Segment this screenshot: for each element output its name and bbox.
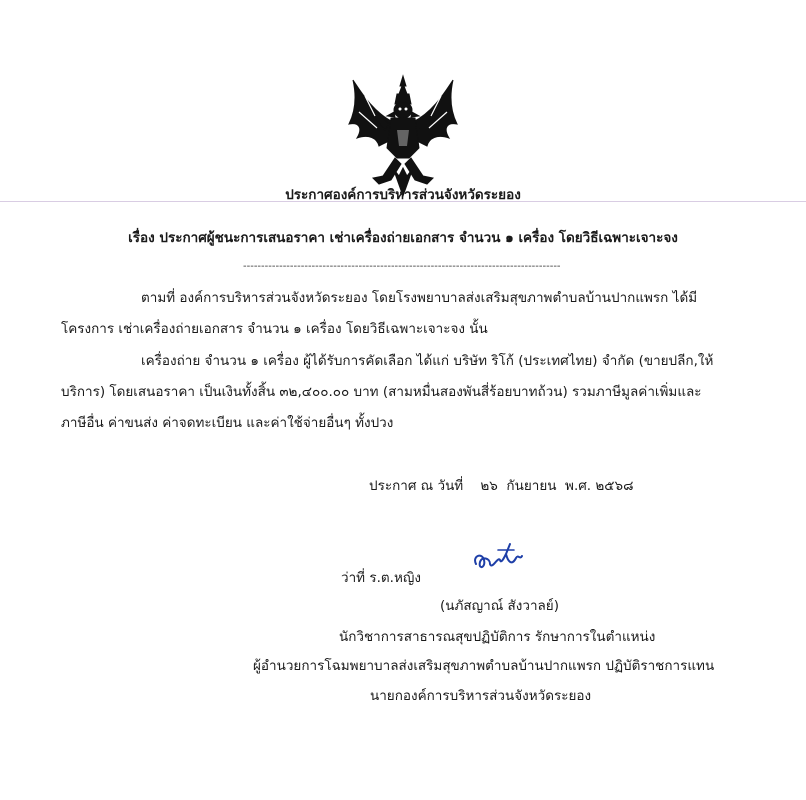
handwritten-signature	[470, 540, 525, 578]
document-title: ประกาศองค์การบริหารส่วนจังหวัดระยอง	[285, 187, 521, 203]
document-subject: เรื่อง ประกาศผู้ชนะการเสนอราคา เช่าเครื่องถ่ายเอกสาร จำนวน ๑ เครื่อง โดยวิธีเฉพาะเจาะจง	[128, 230, 678, 246]
paragraph-1-line-1: ตามที่ องค์การบริหารส่วนจังหวัดระยอง โดยโรงพยาบาลส่งเสริมสุขภาพตำบลบ้านปากแพรก ได้มี	[141, 290, 698, 306]
paragraph-1-line-2: โครงการ เช่าเครื่องถ่ายเอกสาร จำนวน ๑ เครื่อง โดยวิธีเฉพาะเจาะจง นั้น	[61, 321, 488, 337]
garuda-emblem	[343, 72, 463, 200]
paragraph-2-line-3: ภาษีอื่น ค่าขนส่ง ค่าจดทะเบียน และค่าใช้จ่ายอื่นๆ ทั้งปวง	[61, 415, 394, 431]
signer-position-3: นายกองค์การบริหารส่วนจังหวัดระยอง	[370, 688, 592, 704]
paragraph-2-line-2: บริการ) โดยเสนอราคา เป็นเงินทั้งสิ้น ๓๒,๔๐๐.๐๐ บาท (สามหมื่นสองพันสี่ร้อยบาทถ้วน) รวมภาษีมูลค่าเพิ่มและ	[61, 384, 702, 400]
signer-position-1: นักวิชาการสาธารณสุขปฏิบัติการ รักษาการในตำแหน่ง	[339, 629, 656, 645]
announcement-date: ประกาศ ณ วันที่ ๒๖ กันยายน พ.ศ. ๒๕๖๘	[369, 478, 634, 494]
separator-line: ----------------------------------------------------------------------------------------	[243, 262, 561, 272]
signer-position-2: ผู้อำนวยการโฉมพยาบาลส่งเสริมสุขภาพตำบลบ้านปากแพรก ปฏิบัติราชการแทน	[253, 658, 715, 674]
paragraph-2-line-1: เครื่องถ่าย จำนวน ๑ เครื่อง ผู้ได้รับการคัดเลือก ได้แก่ บริษัท ริโก้ (ประเทศไทย) จำกัด (ขายปลีก,ให้	[141, 353, 714, 369]
signer-name: (นภัสญาณ์ สังวาลย์)	[440, 598, 559, 614]
signer-rank: ว่าที่ ร.ต.หญิง	[341, 570, 421, 586]
